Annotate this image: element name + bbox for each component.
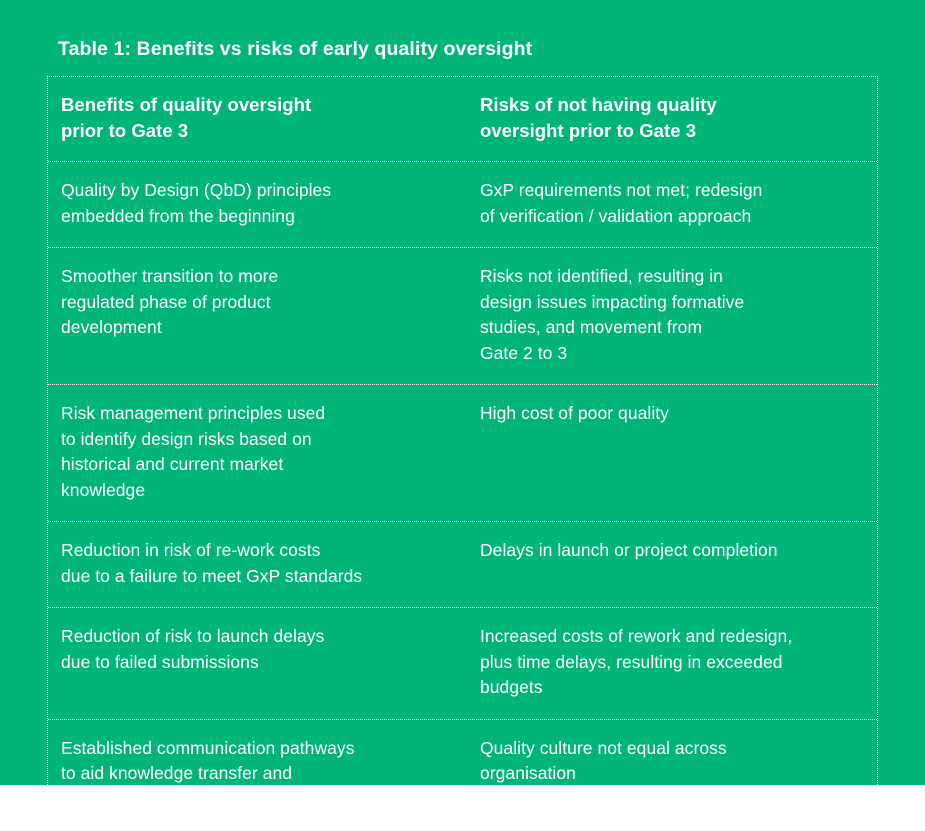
benefit-line: to identify design risks based on [61,428,312,449]
table-header-row [48,77,877,162]
risk-line: Risks not identified, resulting in [479,266,723,286]
column-header-benefits-line2: prior to Gate 3 [61,120,189,141]
risk-line: Gate 2 to 3 [479,342,568,363]
benefit-line: Established communication pathways [61,737,355,758]
table-block [47,36,878,831]
benefit-line: due to a failure to meet GxP standards [61,565,363,586]
benefit-cell [48,608,470,719]
risk-line: Delays in launch or project completion [479,540,778,560]
benefit-cell [48,162,470,247]
risk-line: GxP requirements not met; redesign [479,180,763,200]
benefit-line: due to failed submissions [61,651,259,672]
benefit-cell [48,522,470,607]
risk-line: plus time delays, resulting in exceeded [479,651,783,672]
risk-line: budgets [479,677,543,697]
column-header-risks [470,77,877,161]
column-header-benefits [48,77,470,161]
risk-cell [470,248,877,384]
risk-line: Quality culture not equal across [479,737,727,758]
benefit-line: to aid knowledge transfer and [61,763,293,783]
benefit-line: Reduction in risk of re-work costs [61,540,321,560]
benefit-line: Risk management principles used [61,403,326,423]
benefit-line: embedded from the beginning [61,205,295,226]
benefit-cell [48,720,470,831]
risk-line: design issues impacting formative [479,291,745,312]
column-header-risks-line1: Risks of not having quality [479,94,717,115]
risk-cell [470,522,877,582]
table-row [48,522,877,608]
column-header-benefits-line1: Benefits of quality oversight [61,94,312,115]
benefit-line: regulated phase of product [61,291,271,312]
benefit-cell [48,248,470,384]
benefits-risks-table [47,76,878,831]
benefit-line: knowledge [61,479,146,500]
benefit-line: Reduction of risk to launch delays [61,626,325,646]
benefit-line: Quality by Design (QbD) principles [61,180,332,200]
column-header-risks-line2: oversight prior to Gate 3 [479,120,697,141]
benefit-line: Smoother transition to more [61,266,279,286]
table-row [48,608,877,720]
table-row [48,248,877,385]
table-row [48,720,877,831]
benefit-cell [48,385,470,521]
risk-line: organisation [479,763,576,783]
table-row [48,162,877,248]
risk-cell [470,720,877,805]
risk-cell [470,608,877,719]
benefit-line: development [61,317,162,337]
risk-line: Increased costs of rework and redesign, [479,626,793,646]
table-caption: Table 1: Benefits vs risks of early quality oversight [58,38,533,60]
risk-line: of verification / validation approach [479,205,752,226]
risk-line: studies, and movement from [479,317,703,337]
risk-cell [470,385,877,445]
benefit-line: continuous improvement [61,788,253,809]
benefit-line: historical and current market [61,454,284,474]
table-row [48,385,877,522]
risk-line: High cost of poor quality [479,403,669,423]
risk-cell [470,162,877,247]
